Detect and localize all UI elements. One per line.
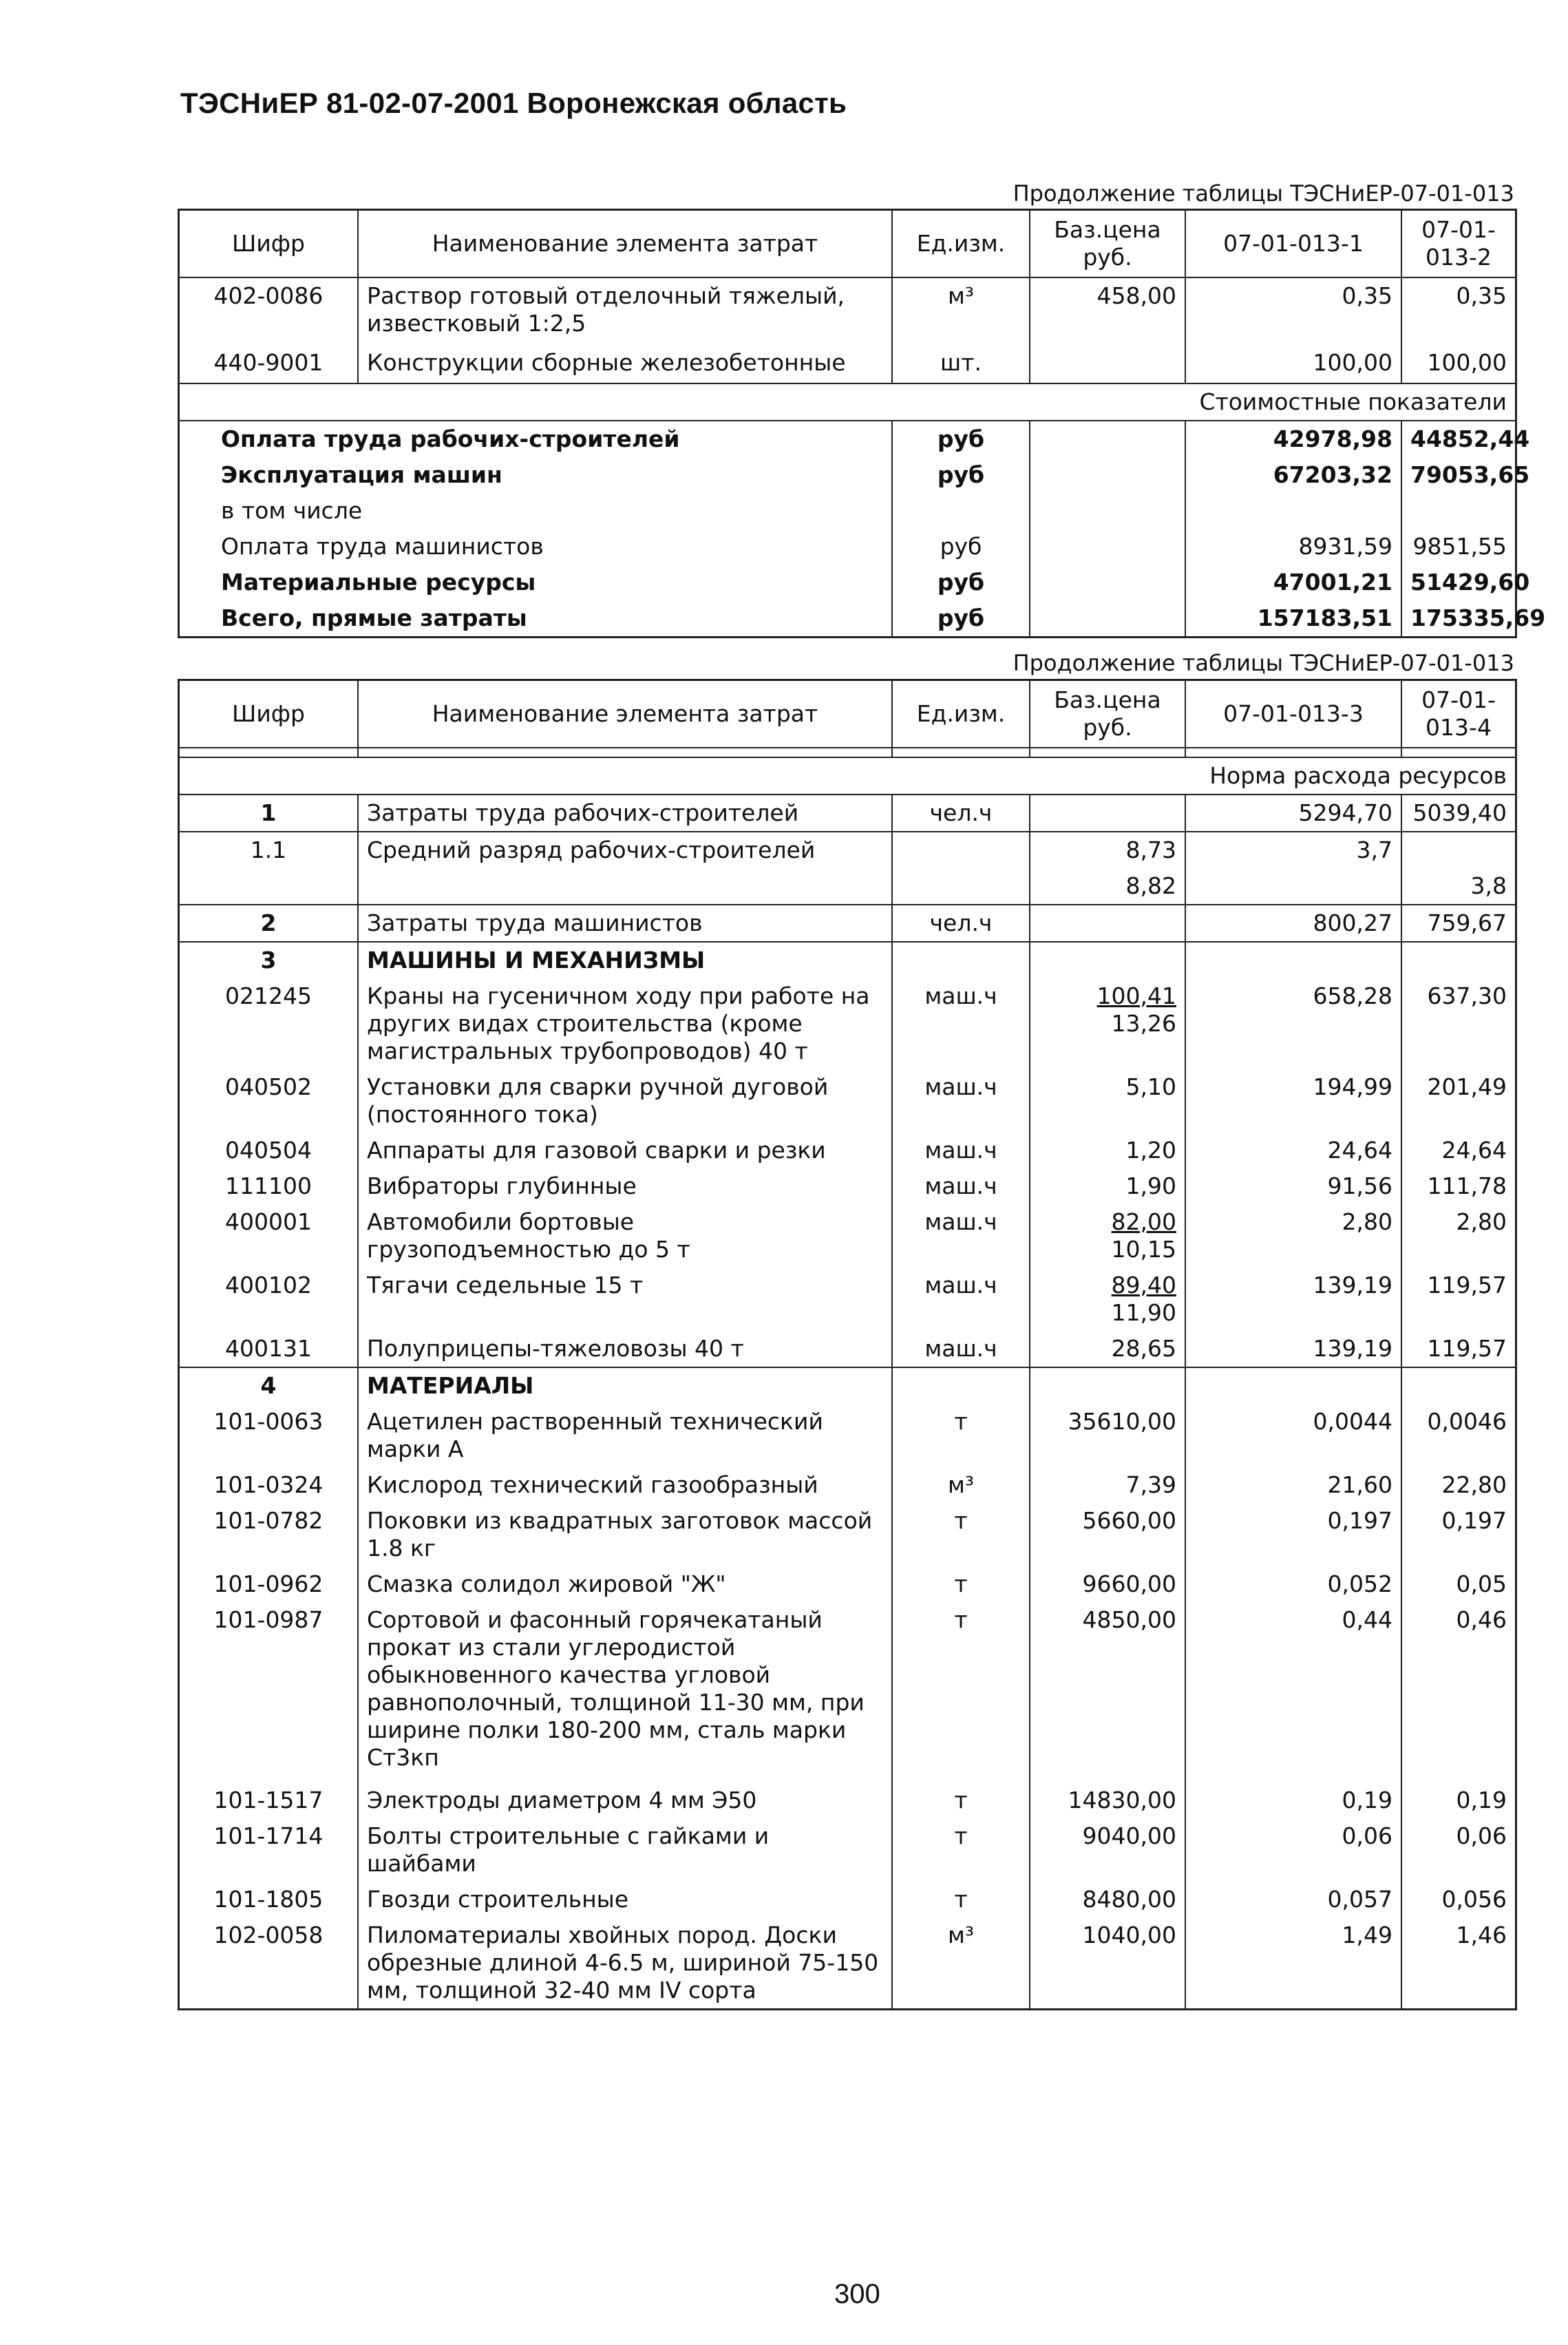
col-v1-header: 07-01-013-3 (1185, 680, 1401, 748)
row-price-secondary: 10,15 (1111, 1235, 1176, 1263)
row-price: 5660,00 (1030, 1503, 1185, 1566)
col-price-header: Баз.цена руб. (1030, 210, 1185, 277)
table-row (179, 1602, 1516, 1783)
table-row (179, 1467, 1516, 1503)
row-unit: т (892, 1783, 1030, 1818)
col-unit-header: Ед.изм. (892, 680, 1030, 748)
row-value-2: 0,19 (1456, 1786, 1507, 1813)
row-code: 101-1805 (179, 1882, 359, 1917)
cost-row (179, 457, 1516, 493)
row-code: 021245 (179, 978, 359, 1069)
row-name: Пиломатериалы хвойных пород. Доски обрезные длиной 4-6.5 м, шириной 75-150 мм, толщиной 32-40 мм IV сорта (358, 1917, 892, 2010)
row-value-2: 2,80 (1456, 1208, 1507, 1235)
cost-name: Эксплуатация машин (179, 457, 893, 493)
row-name: Раствор готовый отделочный тяжелый, известковый 1:2,5 (358, 277, 892, 345)
row-value-1: 0,06 (1185, 1818, 1401, 1882)
row-price: 9660,00 (1030, 1566, 1185, 1602)
row-name: Затраты труда машинистов (358, 905, 892, 942)
row-price-secondary: 11,90 (1111, 1298, 1176, 1326)
row-name: Тягачи седельные 15 т (358, 1268, 892, 1331)
row-value-1: 2,80 (1185, 1204, 1401, 1268)
row-code: 102-0058 (179, 1917, 359, 2010)
row-name: Установки для сварки ручной дуговой (постоянного тока) (358, 1069, 892, 1133)
row-value-1: 139,19 (1185, 1331, 1401, 1367)
row-value-2: 0,197 (1441, 1506, 1507, 1534)
table-row (179, 1404, 1516, 1467)
table2 (178, 679, 1517, 2010)
col-code-header: Шифр (179, 210, 359, 277)
table-row (179, 905, 1516, 942)
row-value-1: 800,27 (1185, 905, 1401, 942)
row-code: 101-1714 (179, 1818, 359, 1882)
section-title: МАТЕРИАЛЫ (358, 1367, 892, 1404)
cost-value-1: 8931,59 (1185, 529, 1401, 565)
row-name: Полуприцепы-тяжеловозы 40 т (358, 1331, 892, 1367)
table1 (178, 209, 1546, 638)
table-row (179, 1882, 1516, 1917)
cost-unit: руб (892, 421, 1030, 457)
table-row (179, 345, 1516, 383)
table-row (179, 1069, 1516, 1133)
section-heading-row (179, 1367, 1516, 1404)
row-value-2: 119,57 (1427, 1271, 1507, 1298)
cost-name: Оплата труда машинистов (179, 529, 893, 565)
row-value-1: 1,49 (1185, 1917, 1401, 2010)
row-price: 89,40 (1111, 1271, 1176, 1298)
row-price: 82,00 (1111, 1208, 1176, 1235)
cost-name: Материальные ресурсы (179, 565, 893, 600)
cost-row (179, 529, 1516, 565)
row-value-2: 5039,40 (1412, 799, 1507, 826)
row-price (1030, 795, 1185, 832)
col-code-header: Шифр (179, 680, 359, 748)
document-title: ТЭСНиЕР 81-02-07-2001 Воронежская область (180, 87, 847, 119)
table-row (179, 1133, 1516, 1168)
row-value-1: 91,56 (1185, 1168, 1401, 1204)
row-unit: т (892, 1602, 1030, 1783)
row-unit: маш.ч (892, 1268, 1030, 1331)
row-code: 1 (179, 795, 359, 832)
row-value-1: 0,35 (1185, 277, 1401, 345)
row-value-1: 0,057 (1185, 1882, 1401, 1917)
table-row (179, 1566, 1516, 1602)
cost-value-2: 79053,65 (1410, 461, 1530, 488)
row-value-2: 759,67 (1401, 905, 1516, 942)
row-unit: маш.ч (892, 978, 1030, 1069)
row-unit: т (892, 1404, 1030, 1467)
col-name-header: Наименование элемента затрат (358, 210, 892, 277)
row-value-2: 119,57 (1427, 1334, 1507, 1362)
row-price: 4850,00 (1030, 1602, 1185, 1783)
table-row (179, 277, 1516, 345)
row-name: Автомобили бортовые грузоподъемностью до 5 т (358, 1204, 892, 1268)
cost-unit (892, 493, 1030, 529)
row-unit: т (892, 1882, 1030, 1917)
band-row (179, 757, 1516, 795)
row-price: 7,39 (1030, 1467, 1185, 1503)
row-code: 040504 (179, 1133, 359, 1168)
cost-name: в том числе (179, 493, 893, 529)
row-price: 8,82 (1030, 868, 1185, 905)
row-code: 400102 (179, 1268, 359, 1331)
row-name: Затраты труда рабочих-строителей (358, 795, 892, 832)
row-value-2: 0,056 (1441, 1885, 1507, 1913)
row-value-2 (1401, 832, 1516, 868)
table-row (179, 1917, 1516, 2010)
row-unit: т (892, 1566, 1030, 1602)
table2-caption: Продолжение таблицы ТЭСНиЕР-07-01-013 (1013, 650, 1514, 676)
row-unit: т (892, 1818, 1030, 1882)
cost-value-1: 157183,51 (1185, 600, 1401, 638)
cost-row (179, 565, 1516, 600)
row-code: 402-0086 (179, 277, 359, 345)
row-price: 14830,00 (1030, 1783, 1185, 1818)
row-value-1: 0,19 (1185, 1783, 1401, 1818)
row-name: Краны на гусеничном ходу при работе на других видах строительства (кроме магистральных трубопроводов) 40 т (358, 978, 892, 1069)
row-unit: чел.ч (892, 795, 1030, 832)
row-name: Конструкции сборные железобетонные (358, 345, 892, 383)
cost-value-1: 67203,32 (1185, 457, 1401, 493)
row-code: 111100 (179, 1168, 359, 1204)
col-v1-header: 07-01-013-1 (1185, 210, 1401, 277)
row-price: 1,20 (1030, 1133, 1185, 1168)
table-row (179, 1783, 1516, 1818)
row-price: 9040,00 (1030, 1818, 1185, 1882)
row-value-1: 194,99 (1185, 1069, 1401, 1133)
page-number: 300 (834, 2279, 880, 2309)
row-value-1 (1185, 868, 1401, 905)
band-row (179, 383, 1516, 421)
row-value-2: 637,30 (1427, 982, 1507, 1009)
row-value-1: 24,64 (1185, 1133, 1401, 1168)
cost-unit: руб (892, 600, 1030, 638)
row-value-1: 21,60 (1185, 1467, 1401, 1503)
row-unit: маш.ч (892, 1331, 1030, 1367)
row-value-1: 0,44 (1185, 1602, 1401, 1783)
row-code: 101-0782 (179, 1503, 359, 1566)
cost-unit: руб (892, 565, 1030, 600)
cost-row (179, 493, 1516, 529)
row-value-2: 201,49 (1427, 1073, 1507, 1100)
row-name: Вибраторы глубинные (358, 1168, 892, 1204)
row-price (1030, 905, 1185, 942)
cost-value-2: 9851,55 (1412, 532, 1507, 560)
cost-value-2 (1401, 493, 1516, 529)
cost-value-1 (1185, 493, 1401, 529)
row-price: 1040,00 (1030, 1917, 1185, 2010)
row-unit (892, 868, 1030, 905)
row-price: 28,65 (1030, 1331, 1185, 1367)
row-name (358, 868, 892, 905)
row-unit: м³ (892, 277, 1030, 345)
row-code: 2 (179, 905, 359, 942)
cost-name: Оплата труда рабочих-строителей (179, 421, 893, 457)
cost-value-2: 175335,69 (1410, 604, 1546, 631)
row-price (1030, 345, 1185, 383)
row-value-2: 0,06 (1456, 1822, 1507, 1849)
row-value-2: 1,46 (1456, 1921, 1507, 1948)
cost-unit: руб (892, 529, 1030, 565)
table-row (179, 1503, 1516, 1566)
table-row (179, 868, 1516, 905)
row-unit: чел.ч (892, 905, 1030, 942)
row-value-2: 100,00 (1427, 348, 1507, 376)
cost-unit: руб (892, 457, 1030, 493)
row-value-2: 22,80 (1441, 1471, 1507, 1498)
row-unit: маш.ч (892, 1204, 1030, 1268)
row-name: Болты строительные с гайками и шайбами (358, 1818, 892, 1882)
section-title: МАШИНЫ И МЕХАНИЗМЫ (358, 942, 892, 978)
cost-value-1: 47001,21 (1185, 565, 1401, 600)
row-unit: маш.ч (892, 1168, 1030, 1204)
row-price-secondary: 13,26 (1111, 1009, 1176, 1037)
row-code: 101-0324 (179, 1467, 359, 1503)
row-code: 101-0962 (179, 1566, 359, 1602)
section-code: 4 (179, 1367, 359, 1404)
row-code: 040502 (179, 1069, 359, 1133)
row-code: 1.1 (179, 832, 359, 868)
table-row (179, 1331, 1516, 1367)
row-code: 400001 (179, 1204, 359, 1268)
table-row (179, 1818, 1516, 1882)
table-row (179, 832, 1516, 868)
cost-row (179, 421, 1516, 457)
cost-value-2: 44852,44 (1410, 425, 1530, 452)
col-name-header: Наименование элемента затрат (358, 680, 892, 748)
row-value-1: 0,197 (1185, 1503, 1401, 1566)
col-v2-header: 07-01-013-4 (1401, 680, 1516, 748)
row-price: 458,00 (1030, 277, 1185, 345)
band-label: Стоимостные показатели (179, 383, 1516, 421)
row-value-1: 3,7 (1185, 832, 1401, 868)
row-value-2: 0,35 (1456, 282, 1507, 309)
row-unit: м³ (892, 1467, 1030, 1503)
row-price: 5,10 (1030, 1069, 1185, 1133)
row-value-2: 0,0046 (1427, 1407, 1507, 1435)
table-row (179, 795, 1516, 832)
row-value-1: 139,19 (1185, 1268, 1401, 1331)
table-row (179, 1204, 1516, 1268)
row-code (179, 868, 359, 905)
col-v2-header: 07-01-013-2 (1401, 210, 1516, 277)
row-unit: т (892, 1503, 1030, 1566)
cost-value-2: 51429,60 (1410, 568, 1530, 596)
row-value-1: 0,052 (1185, 1566, 1401, 1602)
row-price: 8480,00 (1030, 1882, 1185, 1917)
row-code: 101-0063 (179, 1404, 359, 1467)
table-row (179, 1168, 1516, 1204)
row-unit: маш.ч (892, 1069, 1030, 1133)
row-value-2: 3,8 (1470, 872, 1507, 899)
row-code: 101-0987 (179, 1602, 359, 1783)
row-name: Смазка солидол жировой "Ж" (358, 1566, 892, 1602)
row-price: 100,41 (1096, 982, 1176, 1009)
row-value-2: 0,05 (1456, 1570, 1507, 1597)
row-name: Средний разряд рабочих-строителей (358, 832, 892, 868)
table1-caption: Продолжение таблицы ТЭСНиЕР-07-01-013 (1013, 180, 1514, 207)
col-unit-header: Ед.изм. (892, 210, 1030, 277)
row-unit (892, 832, 1030, 868)
section-code: 3 (179, 942, 359, 978)
row-unit: м³ (892, 1917, 1030, 2010)
cost-name: Всего, прямые затраты (179, 600, 893, 638)
row-value-1: 100,00 (1185, 345, 1401, 383)
row-name: Аппараты для газовой сварки и резки (358, 1133, 892, 1168)
band-label: Норма расхода ресурсов (179, 757, 1516, 795)
row-name: Сортовой и фасонный горячекатаный прокат из стали углеродистой обыкновенного качества угловой равнополочный, толщиной 11-30 мм, при ширине полки 180-200 мм, сталь марки Ст3кп (358, 1602, 892, 1783)
row-price: 8,73 (1030, 832, 1185, 868)
row-value-1: 0,0044 (1185, 1404, 1401, 1467)
row-name: Поковки из квадратных заготовок массой 1.8 кг (358, 1503, 892, 1566)
cost-value-1: 42978,98 (1185, 421, 1401, 457)
row-price: 35610,00 (1030, 1404, 1185, 1467)
row-price: 1,90 (1030, 1168, 1185, 1204)
row-value-1: 658,28 (1185, 978, 1401, 1069)
row-value-2: 111,78 (1427, 1172, 1507, 1199)
row-name: Гвозди строительные (358, 1882, 892, 1917)
table-row (179, 1268, 1516, 1331)
table-row (179, 978, 1516, 1069)
row-value-2: 0,46 (1456, 1606, 1507, 1633)
row-unit: шт. (892, 345, 1030, 383)
row-code: 440-9001 (179, 345, 359, 383)
row-name: Кислород технический газообразный (358, 1467, 892, 1503)
row-value-1: 5294,70 (1185, 795, 1401, 832)
row-code: 101-1517 (179, 1783, 359, 1818)
row-code: 400131 (179, 1331, 359, 1367)
cost-row (179, 600, 1516, 638)
row-name: Электроды диаметром 4 мм Э50 (358, 1783, 892, 1818)
row-unit: маш.ч (892, 1133, 1030, 1168)
row-value-2: 24,64 (1441, 1136, 1507, 1164)
col-price-header: Баз.цена руб. (1030, 680, 1185, 748)
section-heading-row (179, 942, 1516, 978)
row-name: Ацетилен растворенный технический марки А (358, 1404, 892, 1467)
